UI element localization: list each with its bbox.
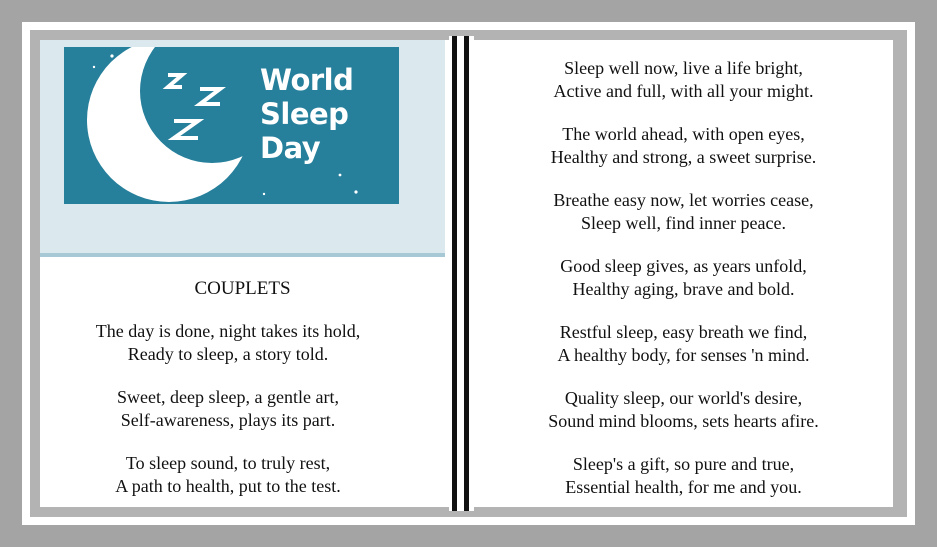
poem-line: Breathe easy now, let worries cease, (553, 190, 814, 210)
banner-title-line: Day (260, 131, 321, 165)
page-divider (449, 36, 474, 511)
couplet (474, 321, 893, 367)
poem-line: Sleep well, find inner peace. (581, 213, 786, 233)
couplet (474, 453, 893, 499)
right-poem (474, 57, 893, 499)
banner-title-line: Sleep (260, 97, 349, 131)
couplet (474, 57, 893, 103)
couplet (474, 255, 893, 301)
divider-bar (452, 36, 457, 511)
couplet (474, 387, 893, 433)
poem-line: Healthy and strong, a sweet surprise. (550, 147, 817, 167)
couplet (40, 386, 416, 432)
crescent-moon-icon (87, 47, 284, 202)
right-page (474, 40, 893, 507)
banner-title (260, 63, 399, 165)
poem-line: Healthy aging, brave and bold. (572, 279, 795, 299)
banner-title-line: World (260, 63, 354, 97)
poem-line: Restful sleep, easy breath we find, (559, 322, 808, 342)
poem-line: The day is done, night takes its hold, (95, 321, 361, 341)
poem-line: Ready to sleep, a story told. (127, 344, 329, 364)
couplet (474, 189, 893, 235)
poem-line: A path to health, put to the test. (115, 476, 341, 496)
banner-panel (40, 40, 445, 257)
poem-line: Sweet, deep sleep, a gentle art, (117, 387, 339, 407)
poem-line: The world ahead, with open eyes, (562, 124, 805, 144)
poem-line: A healthy body, for senses 'n mind. (557, 345, 810, 365)
divider-bar (464, 36, 469, 511)
poem-line: Good sleep gives, as years unfold, (560, 256, 807, 276)
poem-line: Sleep well now, live a life bright, (564, 58, 803, 78)
poem-line: Self-awareness, plays its part. (120, 410, 336, 430)
couplet (40, 452, 416, 498)
poem-line: To sleep sound, to truly rest, (125, 453, 331, 473)
world-sleep-day-banner (64, 47, 399, 204)
poem-line: Essential health, for me and you. (565, 477, 802, 497)
poem-line: Active and full, with all your might. (553, 81, 814, 101)
couplet (474, 123, 893, 169)
poem-line: Quality sleep, our world's desire, (564, 388, 803, 408)
couplets-heading: COUPLETS (194, 278, 291, 299)
poem-line: Sound mind blooms, sets hearts afire. (548, 411, 819, 431)
couplet (40, 320, 416, 366)
poem-line: Sleep's a gift, so pure and true, (572, 454, 795, 474)
left-poem (40, 320, 416, 498)
left-page (40, 40, 449, 507)
